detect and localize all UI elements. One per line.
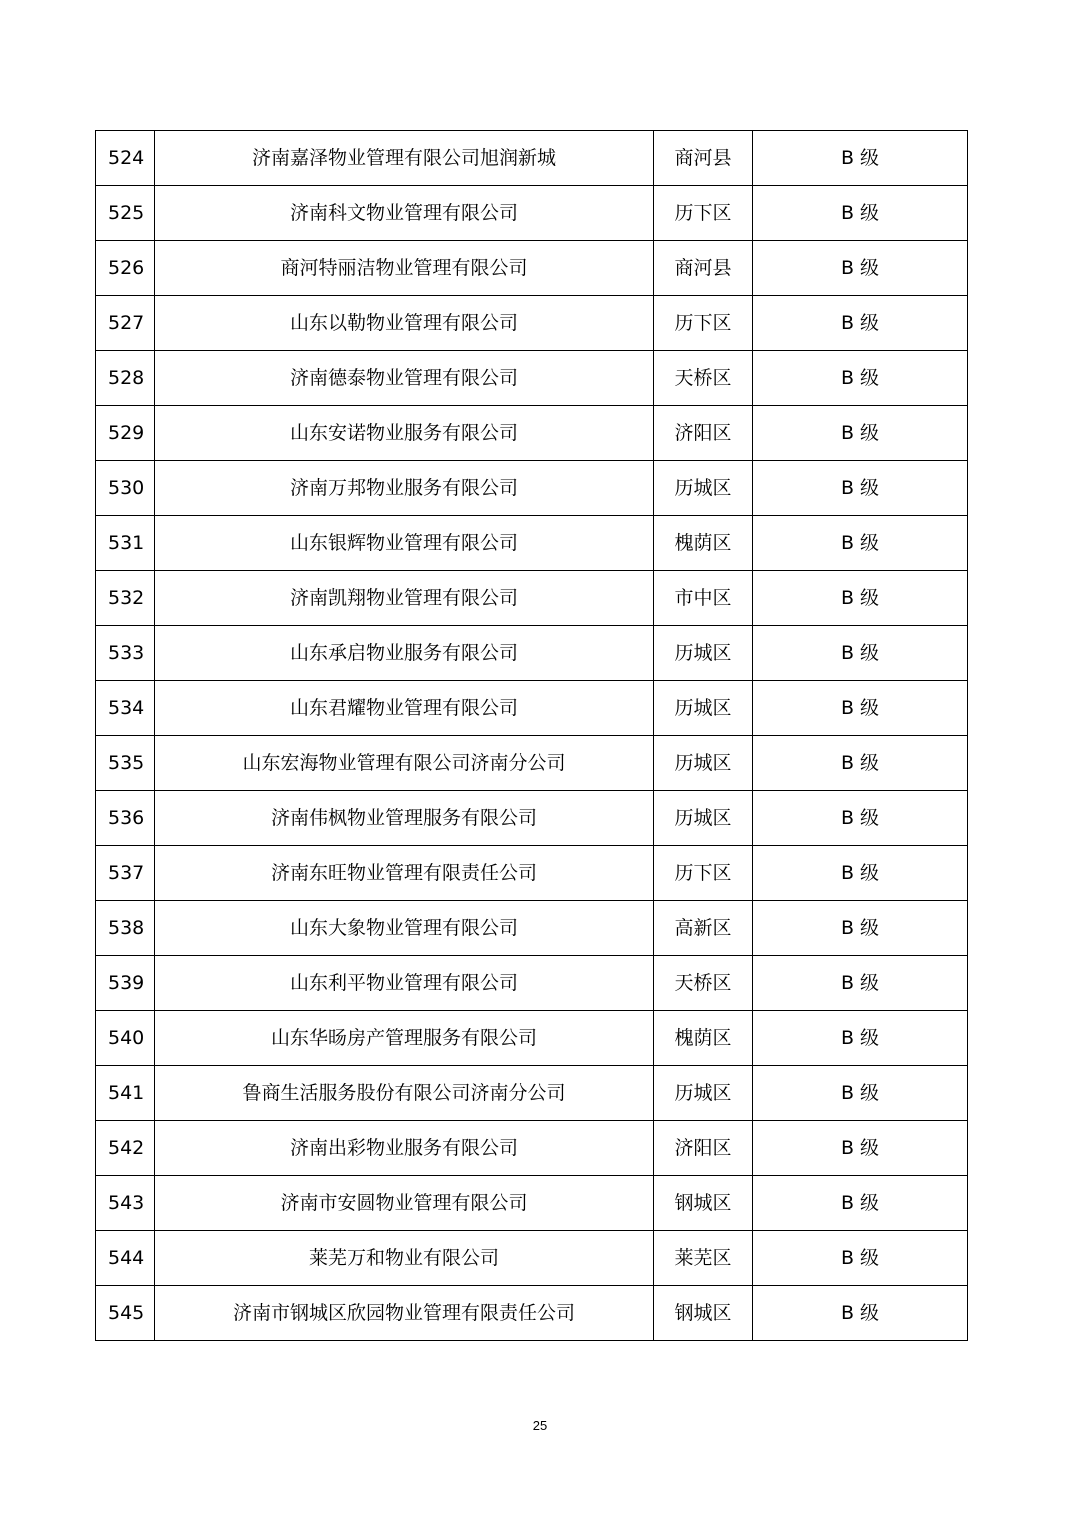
row-number-cell: 537 — [96, 846, 155, 901]
district-cell: 天桥区 — [654, 351, 753, 406]
row-number-cell: 525 — [96, 186, 155, 241]
table-row — [96, 681, 968, 736]
grade-cell: B 级 — [753, 406, 968, 461]
row-number-cell: 529 — [96, 406, 155, 461]
company-name-cell: 山东安诺物业服务有限公司 — [155, 406, 654, 461]
company-name-cell: 山东利平物业管理有限公司 — [155, 956, 654, 1011]
table-row — [96, 1121, 968, 1176]
district-cell: 济阳区 — [654, 1121, 753, 1176]
row-number-cell: 531 — [96, 516, 155, 571]
company-name-cell: 济南科文物业管理有限公司 — [155, 186, 654, 241]
district-cell: 历城区 — [654, 736, 753, 791]
row-number-cell: 534 — [96, 681, 155, 736]
grade-cell: B 级 — [753, 1286, 968, 1341]
company-name-cell: 济南凯翔物业管理有限公司 — [155, 571, 654, 626]
district-cell: 历城区 — [654, 1066, 753, 1121]
grade-cell: B 级 — [753, 1231, 968, 1286]
district-cell: 历城区 — [654, 461, 753, 516]
company-name-cell: 山东银辉物业管理有限公司 — [155, 516, 654, 571]
company-name-cell: 莱芜万和物业有限公司 — [155, 1231, 654, 1286]
grade-cell: B 级 — [753, 626, 968, 681]
row-number-cell: 526 — [96, 241, 155, 296]
grade-cell: B 级 — [753, 681, 968, 736]
district-cell: 历城区 — [654, 681, 753, 736]
table-row — [96, 1011, 968, 1066]
page-number: 25 — [532, 1418, 548, 1433]
row-number-cell: 544 — [96, 1231, 155, 1286]
table-row — [96, 1231, 968, 1286]
company-name-cell: 山东以勒物业管理有限公司 — [155, 296, 654, 351]
company-name-cell: 济南万邦物业服务有限公司 — [155, 461, 654, 516]
grade-cell: B 级 — [753, 791, 968, 846]
district-cell: 济阳区 — [654, 406, 753, 461]
company-name-cell: 济南嘉泽物业管理有限公司旭润新城 — [155, 131, 654, 186]
grade-cell: B 级 — [753, 241, 968, 296]
grade-cell: B 级 — [753, 296, 968, 351]
district-cell: 钢城区 — [654, 1176, 753, 1231]
company-name-cell: 济南市安圆物业管理有限公司 — [155, 1176, 654, 1231]
row-number-cell: 532 — [96, 571, 155, 626]
table-row — [96, 956, 968, 1011]
row-number-cell: 533 — [96, 626, 155, 681]
row-number-cell: 536 — [96, 791, 155, 846]
table-row — [96, 791, 968, 846]
grade-cell: B 级 — [753, 1121, 968, 1176]
company-name-cell: 济南市钢城区欣园物业管理有限责任公司 — [155, 1286, 654, 1341]
table-row — [96, 516, 968, 571]
row-number-cell: 542 — [96, 1121, 155, 1176]
row-number-cell: 543 — [96, 1176, 155, 1231]
grade-cell: B 级 — [753, 956, 968, 1011]
district-cell: 历城区 — [654, 626, 753, 681]
table-row — [96, 571, 968, 626]
grade-cell: B 级 — [753, 1011, 968, 1066]
company-name-cell: 济南出彩物业服务有限公司 — [155, 1121, 654, 1176]
table-row — [96, 736, 968, 791]
district-cell: 商河县 — [654, 131, 753, 186]
grade-cell: B 级 — [753, 1066, 968, 1121]
grade-cell: B 级 — [753, 736, 968, 791]
row-number-cell: 527 — [96, 296, 155, 351]
table-row — [96, 186, 968, 241]
grade-cell: B 级 — [753, 571, 968, 626]
table-row — [96, 296, 968, 351]
grade-cell: B 级 — [753, 1176, 968, 1231]
table-row — [96, 626, 968, 681]
district-cell: 商河县 — [654, 241, 753, 296]
property-rating-table — [95, 130, 968, 1341]
table-row — [96, 901, 968, 956]
company-name-cell: 山东大象物业管理有限公司 — [155, 901, 654, 956]
district-cell: 历城区 — [654, 791, 753, 846]
row-number-cell: 528 — [96, 351, 155, 406]
company-name-cell: 商河特丽洁物业管理有限公司 — [155, 241, 654, 296]
row-number-cell: 524 — [96, 131, 155, 186]
district-cell: 市中区 — [654, 571, 753, 626]
grade-cell: B 级 — [753, 901, 968, 956]
table-row — [96, 406, 968, 461]
district-cell: 历下区 — [654, 846, 753, 901]
district-cell: 莱芜区 — [654, 1231, 753, 1286]
table-row — [96, 241, 968, 296]
grade-cell: B 级 — [753, 461, 968, 516]
company-name-cell: 山东宏海物业管理有限公司济南分公司 — [155, 736, 654, 791]
table-row — [96, 461, 968, 516]
table-row — [96, 131, 968, 186]
row-number-cell: 545 — [96, 1286, 155, 1341]
grade-cell: B 级 — [753, 186, 968, 241]
grade-cell: B 级 — [753, 516, 968, 571]
table-body — [96, 131, 968, 1341]
table-row — [96, 1286, 968, 1341]
table-row — [96, 1176, 968, 1231]
company-name-cell: 济南德泰物业管理有限公司 — [155, 351, 654, 406]
row-number-cell: 540 — [96, 1011, 155, 1066]
row-number-cell: 539 — [96, 956, 155, 1011]
grade-cell: B 级 — [753, 131, 968, 186]
district-cell: 天桥区 — [654, 956, 753, 1011]
grade-cell: B 级 — [753, 351, 968, 406]
company-name-cell: 山东承启物业服务有限公司 — [155, 626, 654, 681]
table-row — [96, 846, 968, 901]
company-name-cell: 济南东旺物业管理有限责任公司 — [155, 846, 654, 901]
district-cell: 钢城区 — [654, 1286, 753, 1341]
company-name-cell: 山东君耀物业管理有限公司 — [155, 681, 654, 736]
company-name-cell: 山东华旸房产管理服务有限公司 — [155, 1011, 654, 1066]
district-cell: 高新区 — [654, 901, 753, 956]
company-name-cell: 济南伟枫物业管理服务有限公司 — [155, 791, 654, 846]
grade-cell: B 级 — [753, 846, 968, 901]
row-number-cell: 541 — [96, 1066, 155, 1121]
row-number-cell: 535 — [96, 736, 155, 791]
district-cell: 历下区 — [654, 186, 753, 241]
district-cell: 槐荫区 — [654, 516, 753, 571]
district-cell: 历下区 — [654, 296, 753, 351]
company-name-cell: 鲁商生活服务股份有限公司济南分公司 — [155, 1066, 654, 1121]
row-number-cell: 530 — [96, 461, 155, 516]
district-cell: 槐荫区 — [654, 1011, 753, 1066]
table-row — [96, 351, 968, 406]
table-row — [96, 1066, 968, 1121]
row-number-cell: 538 — [96, 901, 155, 956]
